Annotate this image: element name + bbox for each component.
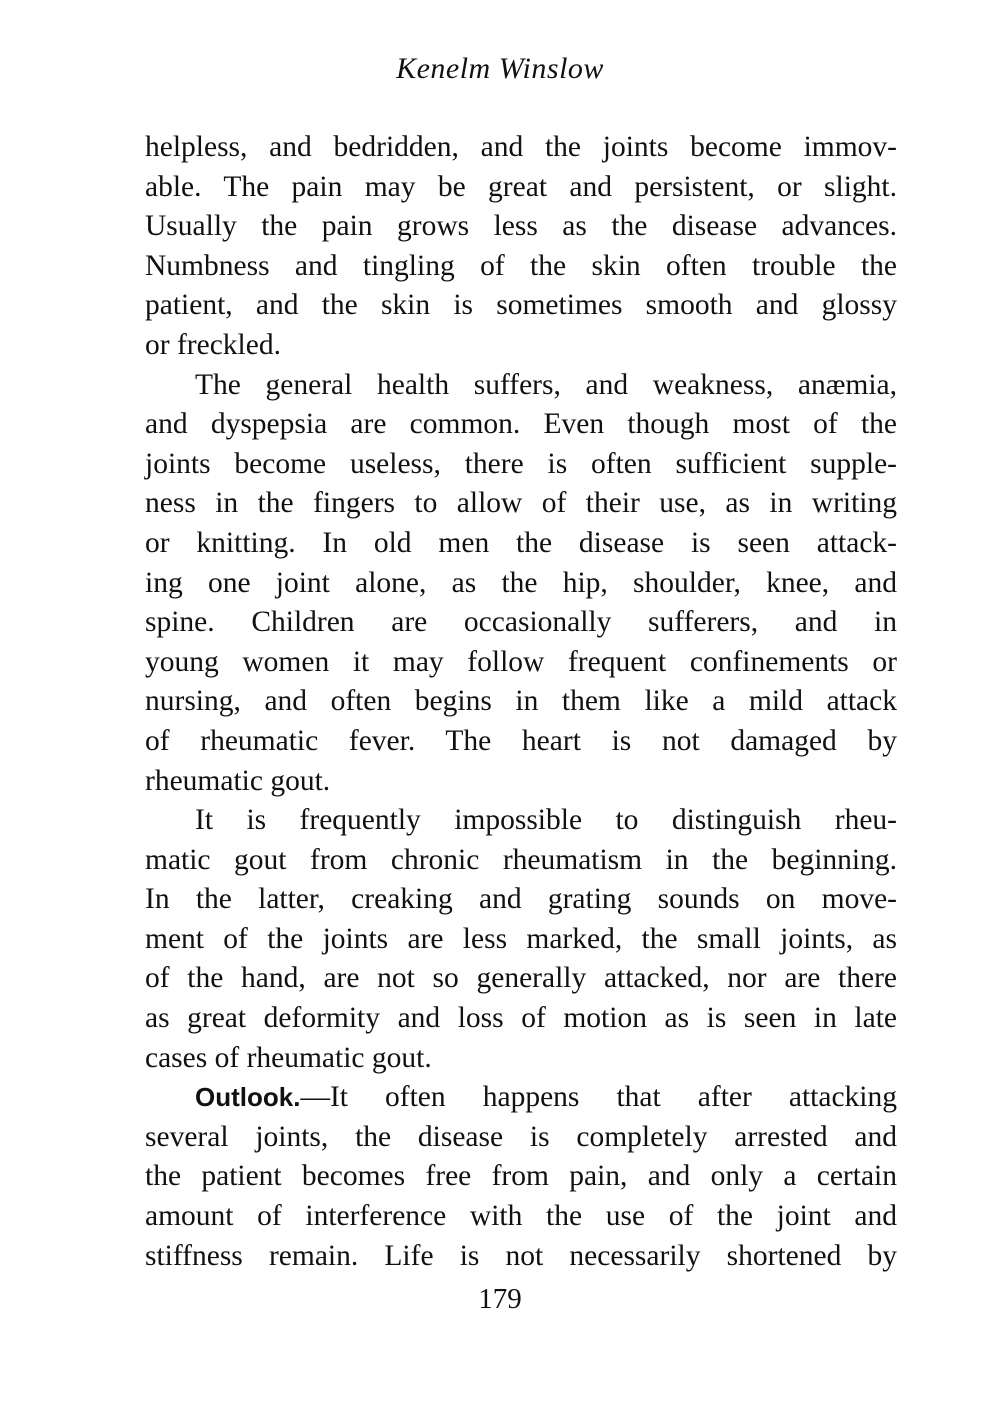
line-text: spine. Children are occasionally sufferers, and in (145, 606, 897, 639)
line-text: or knitting. In old men the disease is seen attack- (145, 526, 897, 559)
page-number: 179 (478, 1283, 522, 1315)
text-line (145, 1157, 897, 1197)
text-line (145, 1237, 897, 1277)
text-line (145, 1039, 897, 1079)
line-text: Numbness and tingling of the skin often trouble the (145, 249, 897, 282)
line-text: the patient becomes free from pain, and only a certain (145, 1160, 897, 1193)
line-text: young women it may follow frequent confinements or (145, 645, 897, 678)
text-line (145, 1197, 897, 1237)
line-text: stiffness remain. Life is not necessarily shortened by (145, 1239, 897, 1272)
line-text: In the latter, creaking and grating sounds on move- (145, 883, 897, 916)
text-line (145, 445, 897, 485)
text-line (145, 762, 897, 802)
text-line (145, 524, 897, 564)
text-line (145, 603, 897, 643)
line-text: of the hand, are not so generally attacked, nor are there (145, 962, 897, 995)
text-line (145, 722, 897, 762)
text-line (145, 920, 897, 960)
running-head: Kenelm Winslow (396, 52, 604, 85)
text-line (145, 999, 897, 1039)
text-line (145, 1118, 897, 1158)
line-text: ing one joint alone, as the hip, shoulder, knee, and (145, 566, 897, 599)
text-line (145, 880, 897, 920)
text-line (145, 366, 897, 406)
line-text: helpless, and bedridden, and the joints become immov- (145, 131, 897, 163)
text-line (145, 564, 897, 604)
line-text: and dyspepsia are common. Even though most of the (145, 408, 897, 441)
line-text: joints become useless, there is often sufficient supple- (145, 447, 897, 480)
text-line (145, 841, 897, 881)
line-text: amount of interference with the use of the joint and (145, 1200, 897, 1233)
section-run-in-heading: Outlook. (195, 1082, 301, 1113)
text-line (145, 405, 897, 445)
line-text: Usually the pain grows less as the disease advances. (145, 210, 897, 243)
line-text: nursing, and often begins in them like a mild attack (145, 685, 897, 718)
line-text: able. The pain may be great and persistent, or slight. (145, 170, 897, 203)
text-line (145, 484, 897, 524)
text-line (145, 959, 897, 999)
line-text: It is frequently impossible to distinguish rheu- (195, 804, 897, 837)
body-text (145, 128, 897, 1276)
line-text: ness in the fingers to allow of their use, as in writing (145, 487, 897, 520)
line-text: several joints, the disease is completely arrested and (145, 1120, 897, 1153)
text-line (145, 207, 897, 247)
text-line (145, 286, 897, 326)
text-line (145, 247, 897, 287)
text-line (145, 682, 897, 722)
text-line (145, 128, 897, 168)
line-text: rheumatic gout. (145, 764, 331, 797)
line-text: The general health suffers, and weakness, anæmia, (195, 368, 897, 401)
line-text: of rheumatic fever. The heart is not damaged by (145, 724, 897, 757)
line-text: as great deformity and loss of motion as is seen in late (145, 1002, 897, 1035)
line-text: or freckled. (145, 328, 281, 361)
line-text: cases of rheumatic gout. (145, 1041, 432, 1074)
text-line (145, 168, 897, 208)
text-line (145, 1078, 897, 1118)
line-text: ment of the joints are less marked, the small joints, as (145, 922, 897, 955)
line-text: patient, and the skin is sometimes smooth and glossy (145, 289, 897, 322)
line-text: matic gout from chronic rheumatism in the beginning. (145, 843, 897, 876)
text-line (145, 801, 897, 841)
text-line (145, 326, 897, 366)
text-line (145, 643, 897, 683)
line-text: —It often happens that after attacking (300, 1081, 897, 1114)
